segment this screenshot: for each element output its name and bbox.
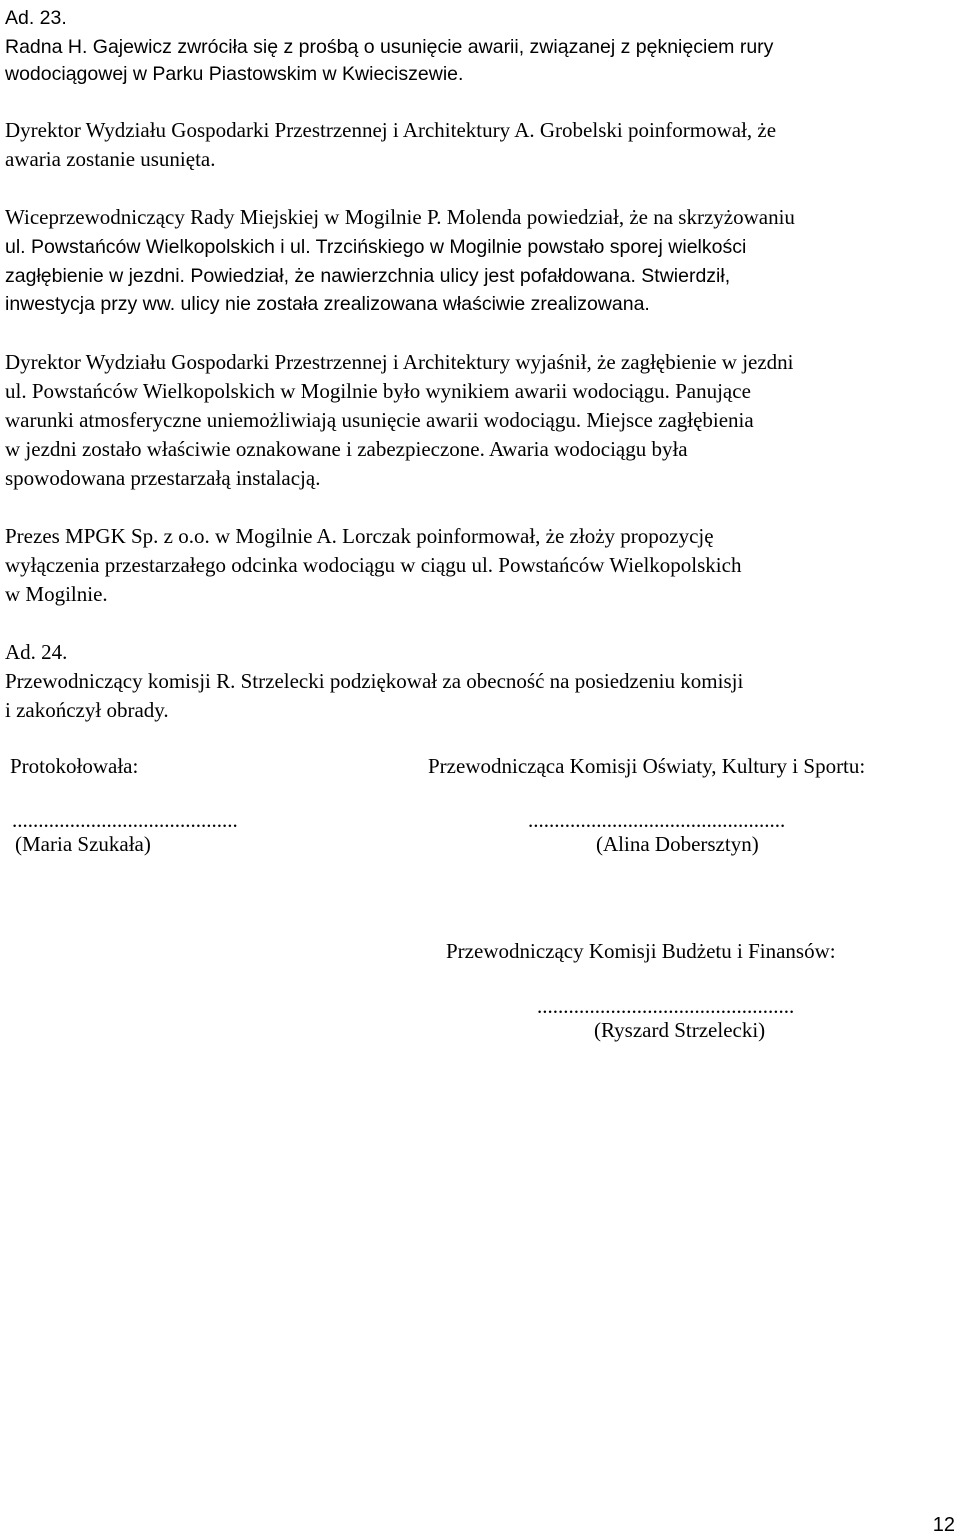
paragraph-line: wyłączenia przestarzałego odcinka wodociągu w ciągu ul. Powstańców Wielkopolskich [5,553,742,577]
section-heading-ad23: Ad. 23. [5,7,67,29]
paragraph-line: awaria zostanie usunięta. [5,147,216,171]
paragraph-line: w jezdni zostało właściwie oznakowane i zabezpieczone. Awaria wodociągu była [5,437,688,461]
paragraph-line: ul. Powstańców Wielkopolskich i ul. Trzcińskiego w Mogilnie powstało sporej wielkości [5,236,747,258]
signature-name-third: (Ryszard Strzelecki) [594,1018,766,1042]
signature-name-right: (Alina Dobersztyn) [596,832,759,856]
paragraph-line: i zakończył obrady. [5,698,169,722]
paragraph-line: Wiceprzewodniczący Rady Miejskiej w Mogilnie P. Molenda powiedział, że na skrzyżowaniu [5,205,795,229]
paragraph-line: Prezes MPGK Sp. z o.o. w Mogilnie A. Lorczak poinformował, że złoży propozycję [5,524,714,548]
paragraph-line: ul. Powstańców Wielkopolskich w Mogilnie było wynikiem awarii wodociągu. Panujące [5,379,751,403]
paragraph-line: zagłębienie w jezdni. Powiedział, że nawierzchnia ulicy jest pofałdowana. Stwierdził, [5,265,731,287]
paragraph-line: Dyrektor Wydziału Gospodarki Przestrzennej i Architektury wyjaśnił, że zagłębienie w jezdni [5,350,794,374]
signature-name-left: (Maria Szukała) [15,832,151,856]
signature-title-left: Protokołowała: [10,754,139,778]
page-number: 12 [932,1514,955,1536]
paragraph-line: inwestycja przy ww. ulicy nie została zrealizowana właściwie zrealizowana. [5,293,650,315]
section-heading-ad24: Ad. 24. [5,640,68,664]
paragraph-line: Dyrektor Wydziału Gospodarki Przestrzennej i Architektury A. Grobelski poinformował, że [5,118,777,142]
signature-line-left: ........................................... [12,808,238,832]
signature-line-third: ................................................. [537,994,795,1018]
signature-title-right: Przewodnicząca Komisji Oświaty, Kultury i Sportu: [428,754,866,778]
signature-title-third: Przewodniczący Komisji Budżetu i Finansów: [446,939,836,963]
signature-line-right: ................................................. [528,808,786,832]
paragraph-line: spowodowana przestarzałą instalacją. [5,466,321,490]
paragraph-line: wodociągowej w Parku Piastowskim w Kwieciszewie. [5,63,464,85]
paragraph-line: Radna H. Gajewicz zwróciła się z prośbą o usunięcie awarii, związanej z pęknięciem rury [5,36,774,58]
paragraph-line: warunki atmosferyczne uniemożliwiają usunięcie awarii wodociągu. Miejsce zagłębienia [5,408,754,432]
paragraph-line: Przewodniczący komisji R. Strzelecki podziękował za obecność na posiedzeniu komisji [5,669,744,693]
paragraph-line: w Mogilnie. [5,582,108,606]
